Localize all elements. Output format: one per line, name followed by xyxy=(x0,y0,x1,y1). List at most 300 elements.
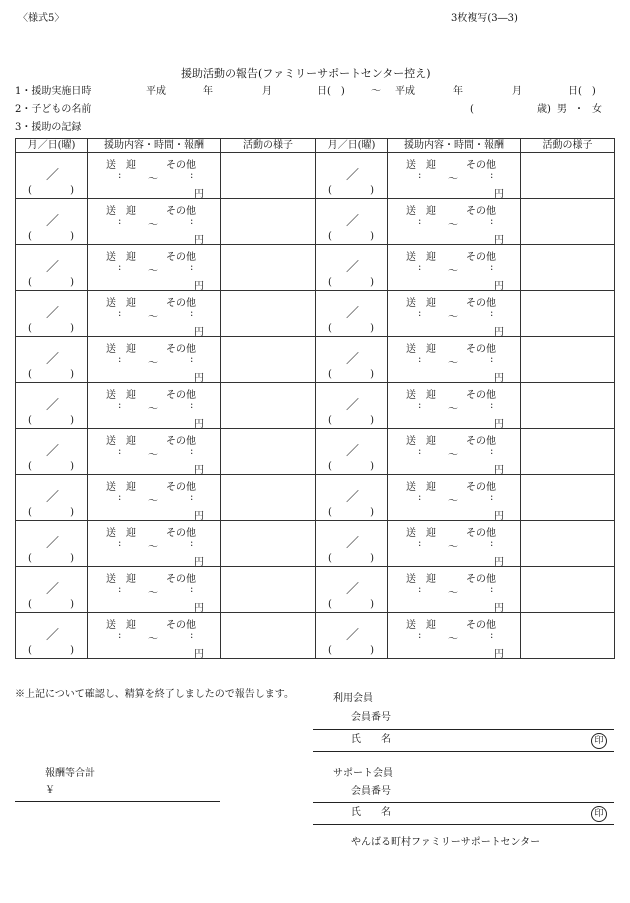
item1-month1: 月 xyxy=(262,86,272,97)
other-option[interactable]: その他 xyxy=(466,160,496,171)
transport-option[interactable]: 送迎 xyxy=(106,528,146,539)
record-table-body xyxy=(16,153,615,659)
date-slash: ／ xyxy=(46,398,60,413)
time-tilde: ～ xyxy=(448,220,458,231)
weekday-parens xyxy=(328,323,374,334)
date-cell-right[interactable] xyxy=(316,245,388,291)
fee-yen-unit: 円 xyxy=(494,419,504,430)
time-end-colon: : xyxy=(190,170,194,181)
date-cell-right[interactable] xyxy=(316,521,388,567)
notes-cell-right[interactable] xyxy=(521,475,615,521)
support-member-number-label: 会員番号 xyxy=(351,786,391,797)
paren-close: ) xyxy=(370,553,374,564)
date-slash: ／ xyxy=(46,352,60,367)
form-title: 援助活動の報告(ファミリーサポートセンター控え) xyxy=(181,67,431,80)
item1-year1: 年 xyxy=(203,86,213,97)
transport-option[interactable]: 送迎 xyxy=(406,528,446,539)
content-cell-right[interactable] xyxy=(388,337,521,383)
time-tilde: ～ xyxy=(148,358,158,369)
paren-close: ) xyxy=(370,645,374,656)
paren-open: ( xyxy=(328,323,332,334)
item1-era2: 平成 xyxy=(395,86,415,97)
time-end-colon: : xyxy=(490,630,494,641)
weekday-parens xyxy=(328,415,374,426)
support-number-line xyxy=(313,802,614,803)
col-header-notes-right: 活動の様子 xyxy=(521,139,615,153)
fee-yen-unit: 円 xyxy=(194,373,204,384)
paren-close: ) xyxy=(370,507,374,518)
paren-open: ( xyxy=(28,645,32,656)
other-option[interactable]: その他 xyxy=(166,160,196,171)
time-end-colon: : xyxy=(490,354,494,365)
time-start-colon: : xyxy=(418,262,422,273)
date-cell-left[interactable] xyxy=(16,153,88,199)
date-cell-right[interactable] xyxy=(316,199,388,245)
paren-open: ( xyxy=(328,645,332,656)
content-cell-left[interactable] xyxy=(88,383,221,429)
date-slash: ／ xyxy=(46,582,60,597)
fee-yen-unit: 円 xyxy=(194,235,204,246)
notes-cell-right[interactable] xyxy=(521,337,615,383)
notes-cell-left[interactable] xyxy=(221,153,316,199)
date-slash: ／ xyxy=(346,628,360,643)
time-end-colon: : xyxy=(190,308,194,319)
fee-yen-unit: 円 xyxy=(194,189,204,200)
form-id: 〈様式5〉 xyxy=(18,13,65,24)
time-tilde: ～ xyxy=(448,496,458,507)
transport-option[interactable]: 送迎 xyxy=(406,298,446,309)
notes-cell-left[interactable] xyxy=(221,429,316,475)
other-option[interactable]: その他 xyxy=(166,620,196,631)
time-tilde: ～ xyxy=(448,542,458,553)
content-cell-left[interactable] xyxy=(88,429,221,475)
other-option[interactable]: その他 xyxy=(466,390,496,401)
time-tilde: ～ xyxy=(148,542,158,553)
weekday-parens xyxy=(28,645,74,656)
other-option[interactable]: その他 xyxy=(466,436,496,447)
notes-cell-right[interactable] xyxy=(521,613,615,659)
time-tilde: ～ xyxy=(448,588,458,599)
item2-open-paren: ( xyxy=(470,104,474,115)
item1-day2: 日( ) xyxy=(568,86,596,97)
date-cell-left[interactable] xyxy=(16,291,88,337)
weekday-parens xyxy=(328,645,374,656)
support-name-line xyxy=(313,824,614,825)
time-end-colon: : xyxy=(190,584,194,595)
table-row xyxy=(16,153,615,199)
paren-open: ( xyxy=(328,369,332,380)
time-start-colon: : xyxy=(418,216,422,227)
weekday-parens xyxy=(28,277,74,288)
time-tilde: ～ xyxy=(448,634,458,645)
transport-option[interactable]: 送迎 xyxy=(106,574,146,585)
fee-total-label: 報酬等合計 xyxy=(45,768,95,779)
time-end-colon: : xyxy=(190,262,194,273)
other-option[interactable]: その他 xyxy=(166,298,196,309)
notes-cell-right[interactable] xyxy=(521,383,615,429)
item2-age: 歳) xyxy=(537,104,551,115)
time-tilde: ～ xyxy=(148,450,158,461)
time-start-colon: : xyxy=(118,538,122,549)
date-slash: ／ xyxy=(346,352,360,367)
paren-close: ) xyxy=(70,185,74,196)
fee-yen-unit: 円 xyxy=(194,649,204,660)
time-start-colon: : xyxy=(418,538,422,549)
time-start-colon: : xyxy=(418,354,422,365)
content-cell-left[interactable] xyxy=(88,337,221,383)
time-end-colon: : xyxy=(190,538,194,549)
time-start-colon: : xyxy=(418,492,422,503)
weekday-parens xyxy=(328,507,374,518)
paren-close: ) xyxy=(70,645,74,656)
date-cell-left[interactable] xyxy=(16,337,88,383)
transport-option[interactable]: 送迎 xyxy=(106,344,146,355)
paren-close: ) xyxy=(370,369,374,380)
weekday-parens xyxy=(28,599,74,610)
date-slash: ／ xyxy=(346,168,360,183)
content-cell-right[interactable] xyxy=(388,291,521,337)
time-end-colon: : xyxy=(190,354,194,365)
fee-yen-unit: 円 xyxy=(194,603,204,614)
time-end-colon: : xyxy=(490,262,494,273)
user-number-line xyxy=(313,729,614,730)
paren-close: ) xyxy=(70,277,74,288)
date-cell-left[interactable] xyxy=(16,429,88,475)
notes-cell-left[interactable] xyxy=(221,245,316,291)
other-option[interactable]: その他 xyxy=(166,482,196,493)
record-table xyxy=(15,138,615,659)
other-option[interactable]: その他 xyxy=(466,528,496,539)
notes-cell-left[interactable] xyxy=(221,475,316,521)
notes-cell-right[interactable] xyxy=(521,429,615,475)
content-cell-right[interactable] xyxy=(388,475,521,521)
fee-yen-unit: 円 xyxy=(494,235,504,246)
time-end-colon: : xyxy=(190,630,194,641)
content-cell-left[interactable] xyxy=(88,245,221,291)
time-tilde: ～ xyxy=(148,496,158,507)
date-cell-left[interactable] xyxy=(16,567,88,613)
transport-option[interactable]: 送迎 xyxy=(406,574,446,585)
date-cell-left[interactable] xyxy=(16,475,88,521)
date-slash: ／ xyxy=(46,536,60,551)
transport-option[interactable]: 送迎 xyxy=(406,160,446,171)
transport-option[interactable]: 送迎 xyxy=(406,344,446,355)
date-slash: ／ xyxy=(346,260,360,275)
paren-open: ( xyxy=(328,277,332,288)
other-option[interactable]: その他 xyxy=(166,390,196,401)
paren-open: ( xyxy=(328,231,332,242)
date-slash: ／ xyxy=(46,444,60,459)
col-header-notes-left: 活動の様子 xyxy=(221,139,316,153)
copy-note: 3枚複写(3―3) xyxy=(451,13,518,24)
date-cell-right[interactable] xyxy=(316,291,388,337)
date-cell-right[interactable] xyxy=(316,475,388,521)
other-option[interactable]: その他 xyxy=(466,298,496,309)
fee-yen-unit: 円 xyxy=(494,603,504,614)
paren-close: ) xyxy=(370,415,374,426)
weekday-parens xyxy=(28,369,74,380)
notes-cell-left[interactable] xyxy=(221,613,316,659)
other-option[interactable]: その他 xyxy=(166,528,196,539)
paren-close: ) xyxy=(70,553,74,564)
time-tilde: ～ xyxy=(148,634,158,645)
time-tilde: ～ xyxy=(448,266,458,277)
support-seal-mark: 印 xyxy=(591,806,607,822)
notes-cell-right[interactable] xyxy=(521,199,615,245)
other-option[interactable]: その他 xyxy=(466,482,496,493)
paren-open: ( xyxy=(328,461,332,472)
paren-open: ( xyxy=(28,185,32,196)
notes-cell-right[interactable] xyxy=(521,567,615,613)
item2-female: 女 xyxy=(592,104,602,115)
date-slash: ／ xyxy=(46,214,60,229)
paren-open: ( xyxy=(328,415,332,426)
weekday-parens xyxy=(28,231,74,242)
user-member-name-label: 氏 名 xyxy=(351,734,391,745)
content-cell-right[interactable] xyxy=(388,613,521,659)
content-cell-left[interactable] xyxy=(88,567,221,613)
paren-close: ) xyxy=(70,231,74,242)
transport-option[interactable]: 送迎 xyxy=(106,482,146,493)
other-option[interactable]: その他 xyxy=(466,620,496,631)
support-member-name-label: 氏 名 xyxy=(351,807,391,818)
date-cell-left[interactable] xyxy=(16,199,88,245)
center-name: やんばる町村ファミリーサポートセンター xyxy=(351,837,541,848)
paren-open: ( xyxy=(28,507,32,518)
transport-option[interactable]: 送迎 xyxy=(406,620,446,631)
date-cell-left[interactable] xyxy=(16,383,88,429)
date-slash: ／ xyxy=(46,490,60,505)
transport-option[interactable]: 送迎 xyxy=(106,620,146,631)
weekday-parens xyxy=(328,185,374,196)
time-tilde: ～ xyxy=(448,174,458,185)
other-option[interactable]: その他 xyxy=(166,206,196,217)
transport-option[interactable]: 送迎 xyxy=(406,482,446,493)
time-start-colon: : xyxy=(118,492,122,503)
other-option[interactable]: その他 xyxy=(466,574,496,585)
fee-yen-unit: 円 xyxy=(494,511,504,522)
notes-cell-left[interactable] xyxy=(221,383,316,429)
paren-close: ) xyxy=(70,461,74,472)
time-start-colon: : xyxy=(118,170,122,181)
transport-option[interactable]: 送迎 xyxy=(406,206,446,217)
date-slash: ／ xyxy=(46,168,60,183)
table-row xyxy=(16,245,615,291)
notes-cell-right[interactable] xyxy=(521,521,615,567)
table-row xyxy=(16,291,615,337)
notes-cell-left[interactable] xyxy=(221,521,316,567)
weekday-parens xyxy=(28,461,74,472)
transport-option[interactable]: 送迎 xyxy=(106,390,146,401)
notes-cell-left[interactable] xyxy=(221,199,316,245)
paren-close: ) xyxy=(370,599,374,610)
paren-close: ) xyxy=(370,231,374,242)
weekday-parens xyxy=(328,461,374,472)
user-member-label: 利用会員 xyxy=(333,693,373,704)
weekday-parens xyxy=(328,231,374,242)
notes-cell-left[interactable] xyxy=(221,337,316,383)
item2-dot: ・ xyxy=(574,104,584,115)
notes-cell-right[interactable] xyxy=(521,245,615,291)
paren-close: ) xyxy=(70,369,74,380)
date-cell-right[interactable] xyxy=(316,613,388,659)
other-option[interactable]: その他 xyxy=(466,252,496,263)
time-start-colon: : xyxy=(118,308,122,319)
time-tilde: ～ xyxy=(448,450,458,461)
notes-cell-left[interactable] xyxy=(221,291,316,337)
date-cell-right[interactable] xyxy=(316,337,388,383)
fee-total-line xyxy=(15,801,220,802)
time-end-colon: : xyxy=(190,216,194,227)
support-member-label: サポート会員 xyxy=(333,768,393,779)
content-cell-left[interactable] xyxy=(88,199,221,245)
fee-yen-unit: 円 xyxy=(194,465,204,476)
time-start-colon: : xyxy=(118,630,122,641)
paren-close: ) xyxy=(70,507,74,518)
paren-close: ) xyxy=(370,185,374,196)
fee-yen-unit: 円 xyxy=(494,373,504,384)
weekday-parens xyxy=(28,507,74,518)
content-cell-left[interactable] xyxy=(88,475,221,521)
table-row xyxy=(16,521,615,567)
time-start-colon: : xyxy=(118,216,122,227)
weekday-parens xyxy=(28,323,74,334)
content-cell-left[interactable] xyxy=(88,153,221,199)
user-name-line xyxy=(313,751,614,752)
weekday-parens xyxy=(28,553,74,564)
time-start-colon: : xyxy=(418,584,422,595)
other-option[interactable]: その他 xyxy=(466,344,496,355)
item1-label: 1・援助実施日時 xyxy=(15,86,92,97)
content-cell-right[interactable] xyxy=(388,245,521,291)
time-start-colon: : xyxy=(418,446,422,457)
content-cell-right[interactable] xyxy=(388,567,521,613)
time-end-colon: : xyxy=(190,492,194,503)
time-start-colon: : xyxy=(118,446,122,457)
date-slash: ／ xyxy=(346,536,360,551)
transport-option[interactable]: 送迎 xyxy=(406,390,446,401)
transport-option[interactable]: 送迎 xyxy=(106,436,146,447)
paren-open: ( xyxy=(28,231,32,242)
time-start-colon: : xyxy=(118,262,122,273)
time-end-colon: : xyxy=(490,400,494,411)
fee-total-yen: ￥ xyxy=(45,785,55,796)
confirm-text: ※上記について確認し、精算を終了しましたので報告します。 xyxy=(15,689,294,700)
paren-open: ( xyxy=(28,369,32,380)
date-cell-left[interactable] xyxy=(16,245,88,291)
content-cell-right[interactable] xyxy=(388,153,521,199)
date-cell-left[interactable] xyxy=(16,521,88,567)
date-slash: ／ xyxy=(346,582,360,597)
content-cell-left[interactable] xyxy=(88,521,221,567)
other-option[interactable]: その他 xyxy=(166,574,196,585)
paren-close: ) xyxy=(370,461,374,472)
paren-close: ) xyxy=(370,277,374,288)
content-cell-right[interactable] xyxy=(388,429,521,475)
transport-option[interactable]: 送迎 xyxy=(106,206,146,217)
date-cell-right[interactable] xyxy=(316,567,388,613)
user-member-number-label: 会員番号 xyxy=(351,712,391,723)
time-end-colon: : xyxy=(490,492,494,503)
date-slash: ／ xyxy=(46,260,60,275)
item2-male: 男 xyxy=(557,104,567,115)
date-cell-right[interactable] xyxy=(316,153,388,199)
transport-option[interactable]: 送迎 xyxy=(406,436,446,447)
paren-open: ( xyxy=(328,507,332,518)
date-slash: ／ xyxy=(346,214,360,229)
paren-open: ( xyxy=(28,323,32,334)
transport-option[interactable]: 送迎 xyxy=(106,252,146,263)
fee-yen-unit: 円 xyxy=(194,281,204,292)
date-slash: ／ xyxy=(46,306,60,321)
time-tilde: ～ xyxy=(448,358,458,369)
date-slash: ／ xyxy=(346,490,360,505)
date-cell-right[interactable] xyxy=(316,383,388,429)
col-header-content-left: 援助内容・時間・報酬 xyxy=(88,139,221,153)
time-end-colon: : xyxy=(490,538,494,549)
weekday-parens xyxy=(328,369,374,380)
time-start-colon: : xyxy=(118,354,122,365)
table-row xyxy=(16,337,615,383)
content-cell-left[interactable] xyxy=(88,291,221,337)
fee-yen-unit: 円 xyxy=(194,557,204,568)
table-row xyxy=(16,475,615,521)
other-option[interactable]: その他 xyxy=(166,344,196,355)
date-cell-left[interactable] xyxy=(16,613,88,659)
other-option[interactable]: その他 xyxy=(466,206,496,217)
transport-option[interactable]: 送迎 xyxy=(106,298,146,309)
table-header-row xyxy=(16,139,615,153)
other-option[interactable]: その他 xyxy=(166,252,196,263)
weekday-parens xyxy=(328,277,374,288)
paren-open: ( xyxy=(28,277,32,288)
fee-yen-unit: 円 xyxy=(494,189,504,200)
notes-cell-right[interactable] xyxy=(521,291,615,337)
paren-close: ) xyxy=(70,323,74,334)
time-start-colon: : xyxy=(418,308,422,319)
notes-cell-left[interactable] xyxy=(221,567,316,613)
paren-close: ) xyxy=(70,599,74,610)
time-end-colon: : xyxy=(490,308,494,319)
transport-option[interactable]: 送迎 xyxy=(106,160,146,171)
table-row xyxy=(16,429,615,475)
paren-close: ) xyxy=(370,323,374,334)
date-slash: ／ xyxy=(346,306,360,321)
content-cell-right[interactable] xyxy=(388,199,521,245)
paren-open: ( xyxy=(328,553,332,564)
time-end-colon: : xyxy=(490,216,494,227)
content-cell-right[interactable] xyxy=(388,383,521,429)
time-end-colon: : xyxy=(190,400,194,411)
transport-option[interactable]: 送迎 xyxy=(406,252,446,263)
notes-cell-right[interactable] xyxy=(521,153,615,199)
time-start-colon: : xyxy=(118,584,122,595)
time-end-colon: : xyxy=(490,446,494,457)
content-cell-right[interactable] xyxy=(388,521,521,567)
time-start-colon: : xyxy=(418,400,422,411)
col-header-date-left: 月／日(曜) xyxy=(16,139,88,153)
fee-yen-unit: 円 xyxy=(194,511,204,522)
other-option[interactable]: その他 xyxy=(166,436,196,447)
date-cell-right[interactable] xyxy=(316,429,388,475)
content-cell-left[interactable] xyxy=(88,613,221,659)
fee-yen-unit: 円 xyxy=(494,327,504,338)
table-row xyxy=(16,613,615,659)
paren-open: ( xyxy=(28,415,32,426)
date-slash: ／ xyxy=(46,628,60,643)
paren-close: ) xyxy=(70,415,74,426)
item1-era1: 平成 xyxy=(146,86,166,97)
